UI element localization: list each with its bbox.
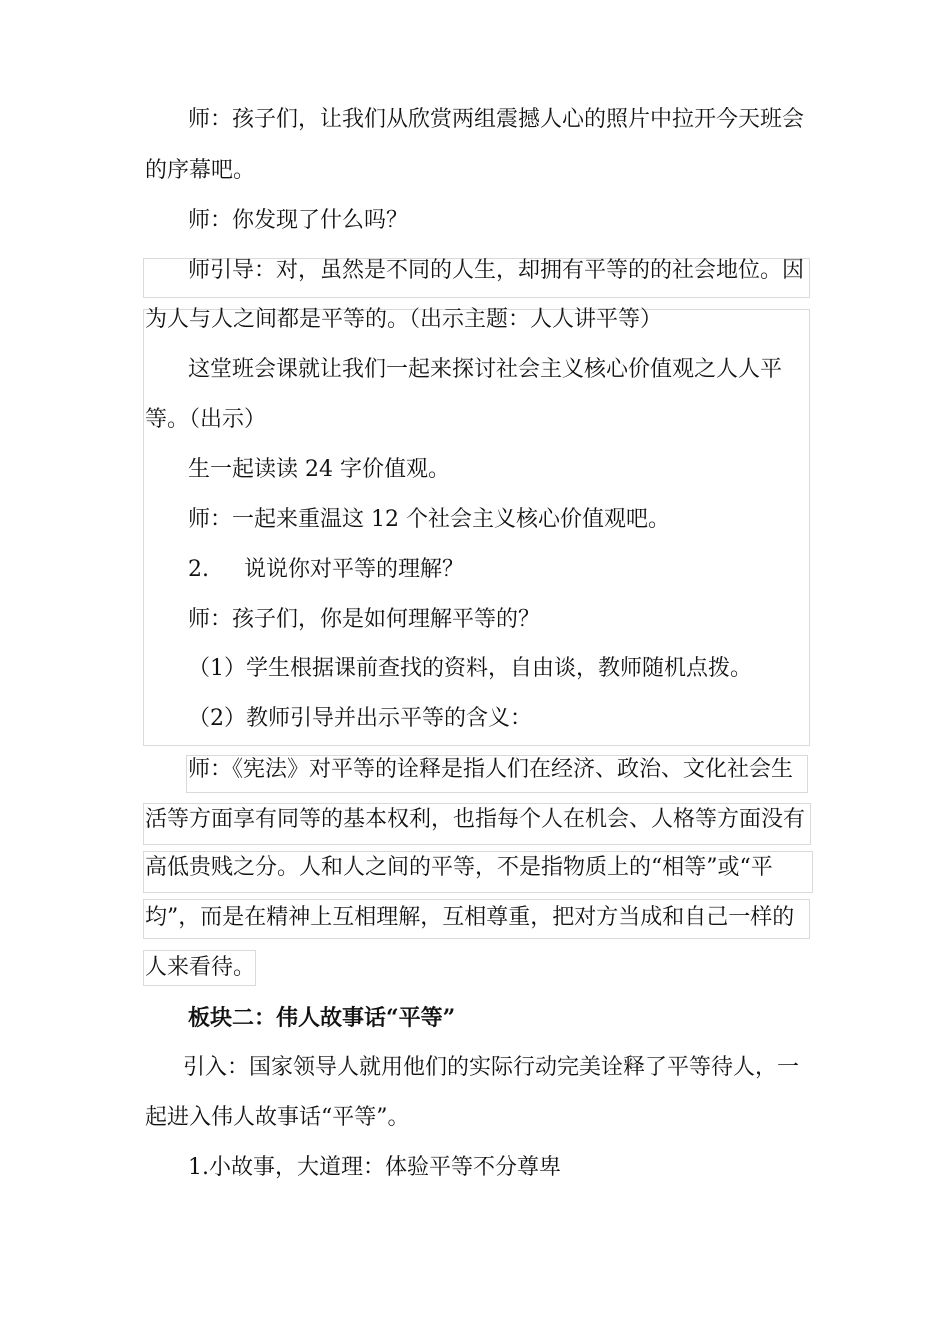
paragraph-line: 的序幕吧。 (145, 158, 256, 183)
paragraph-line: 师引导：对，虽然是不同的人生，却拥有平等的的社会地位。因 (188, 258, 805, 283)
paragraph-line: 师：《宪法》对平等的诠释是指人们在经济、政治、文化社会生 (188, 757, 794, 782)
paragraph-line: 活等方面享有同等的基本权利，也指每个人在机会、人格等方面没有 (145, 807, 806, 832)
paragraph-line: 等。（出示） (145, 407, 267, 432)
section-heading: 板块二：伟人故事话“平等” (188, 1005, 456, 1031)
paragraph-line: 师：一起来重温这 12 个社会主义核心价值观吧。 (188, 507, 670, 532)
paragraph-line: 起进入伟人故事话“平等”。 (145, 1105, 410, 1130)
paragraph-line: 人来看待。 (145, 955, 256, 980)
list-item-heading: 2. 说说你对平等的理解？ (188, 557, 464, 582)
paragraph-line: 引入：国家领导人就用他们的实际行动完美诠释了平等待人，一 (183, 1055, 800, 1080)
list-item-heading: 1.小故事，大道理：体验平等不分尊卑 (188, 1155, 561, 1180)
paragraph-line: 师：孩子们，你是如何理解平等的？ (188, 607, 541, 632)
paragraph-line: （1）学生根据课前查找的资料，自由谈，教师随机点拨。 (188, 656, 752, 681)
paragraph-line: 这堂班会课就让我们一起来探讨社会主义核心价值观之人人平 (188, 357, 783, 382)
paragraph-line: 师：孩子们，让我们从欣赏两组震撼人心的照片中拉开今天班会 (188, 107, 805, 132)
paragraph-line: 师：你发现了什么吗？ (188, 208, 409, 233)
paragraph-line: 为人与人之间都是平等的。（出示主题：人人讲平等） (145, 307, 663, 332)
paragraph-line: （2）教师引导并出示平等的含义： (188, 706, 532, 731)
paragraph-line: 均”，而是在精神上互相理解，互相尊重，把对方当成和自己一样的 (145, 905, 795, 930)
paragraph-line: 高低贵贱之分。人和人之间的平等，不是指物质上的“相等”或“平 (145, 855, 773, 880)
paragraph-line: 生一起读读 24 字价值观。 (188, 457, 450, 482)
